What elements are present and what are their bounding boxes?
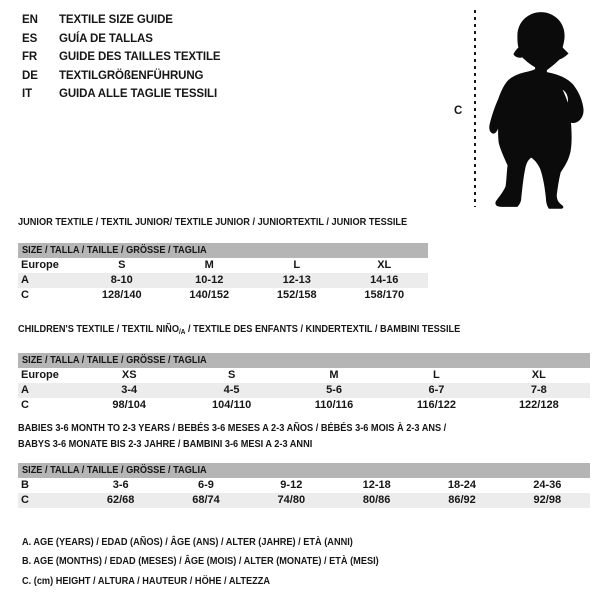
table-cell: 116/122 [416, 399, 456, 411]
language-title-list [22, 11, 221, 104]
row-label: Europe [21, 369, 59, 381]
lang-label: TEXTILE SIZE GUIDE [59, 14, 173, 26]
table-cell: 110/116 [314, 399, 354, 411]
table-cell: M [204, 259, 214, 271]
table-cell: XL [377, 259, 392, 271]
table-cell: M [329, 369, 339, 381]
table-cell: 92/98 [533, 494, 562, 506]
children-table [18, 353, 590, 413]
table-row-europe [18, 368, 590, 383]
lang-row-it [22, 85, 221, 104]
table-cell: S [118, 259, 126, 271]
nino-a-subscript: /A [178, 329, 186, 336]
table-row-height [18, 288, 428, 303]
table-cell: 80/86 [362, 494, 391, 506]
table-cell: L [433, 369, 440, 381]
row-label: Europe [21, 259, 59, 271]
table-cell: 3-6 [112, 479, 129, 491]
measure-legend [22, 533, 410, 591]
lang-row-fr [22, 48, 221, 67]
lang-code: ES [22, 32, 38, 45]
table-cell: XS [121, 369, 137, 381]
table-cell: 140/152 [189, 289, 230, 301]
table-cell: 12-13 [282, 274, 311, 286]
table-row-height [18, 493, 590, 508]
table-row-europe [18, 258, 428, 273]
size-header-bar: SIZE / TALLA / TAILLE / GRÖSSE / TAGLIA [18, 463, 590, 478]
row-label: C [21, 289, 29, 301]
table-cell: 5-6 [326, 384, 342, 396]
table-cell: 24-36 [533, 479, 562, 491]
lang-code: DE [22, 69, 38, 82]
height-measure-figure [450, 4, 600, 212]
table-cell: 12-18 [362, 479, 391, 491]
children-table-section [18, 322, 590, 413]
legend-line-age-months: B. AGE (MONTHS) / EDAD (MESES) / ÂGE (MOIS) / ALTER (MONATE) / ETÀ (MESI) [22, 556, 379, 568]
junior-table-section [18, 215, 428, 303]
table-cell: 3-4 [121, 384, 138, 396]
babies-table [18, 463, 590, 508]
lang-code: FR [22, 51, 38, 63]
table-cell: 128/140 [101, 289, 142, 301]
babies-table-section [18, 421, 590, 508]
table-cell: L [293, 259, 301, 271]
lang-label: GUIDA ALLE TAGLIE TESSILI [59, 88, 218, 100]
lang-label: GUÍA DE TALLAS [59, 32, 153, 45]
row-label: C [21, 399, 29, 411]
table-cell: 8-10 [110, 274, 133, 286]
table-cell: 74/80 [277, 494, 306, 506]
table-row-age-years [18, 383, 590, 398]
row-label: C [21, 494, 29, 506]
table-cell: 86/92 [448, 494, 476, 506]
table-cell: 6-9 [198, 479, 214, 491]
lang-row-es [22, 30, 221, 49]
table-cell: S [227, 369, 236, 381]
table-cell: 18-24 [447, 479, 477, 491]
junior-table [18, 243, 428, 303]
lang-code: EN [22, 14, 38, 26]
table-cell: 98/104 [112, 399, 147, 411]
table-cell: 62/68 [106, 494, 135, 506]
junior-table-title: JUNIOR TEXTILE / TEXTIL JUNIOR/ TEXTILE JUNIOR / JUNIORTEXTIL / JUNIOR TESSILE [18, 217, 408, 228]
size-header-bar: SIZE / TALLA / TAILLE / GRÖSSE / TAGLIA [18, 353, 590, 368]
table-cell: 152/158 [276, 289, 317, 301]
row-label: B [21, 479, 29, 491]
children-table-title: CHILDREN'S TEXTILE / TEXTIL $NIÑO_{/A}$ / TEXTILE DES ENFANTS / KINDERTEXTIL / BAMBINI TESSILE [18, 324, 461, 336]
table-cell: 9-12 [280, 479, 303, 491]
table-cell: 10-12 [195, 274, 224, 286]
table-row-age-months [18, 478, 590, 493]
table-cell: 14-16 [370, 274, 399, 286]
toddler-silhouette-icon [482, 6, 600, 212]
lang-row-en [22, 11, 221, 30]
lang-label: GUIDE DES TAILLES TEXTILE [59, 51, 221, 63]
table-row-age-years [18, 273, 428, 288]
table-cell: 7-8 [530, 384, 547, 396]
table-cell: 68/74 [192, 494, 220, 506]
table-cell: 6-7 [428, 384, 445, 396]
row-label: A [21, 274, 29, 286]
row-label: A [21, 384, 29, 396]
legend-line-height: C. (cm) HEIGHT / ALTURA / HAUTEUR / HÖHE / ALTEZZA [22, 575, 271, 587]
height-measure-dotted-line [474, 10, 476, 207]
lang-code: IT [22, 88, 33, 100]
lang-label: TEXTILGRÖßENFÜHRUNG [59, 69, 204, 82]
babies-table-title: BABIES 3-6 MONTH TO 2-3 YEARS / BEBÉS 3-6 MESES A 2-3 AÑOS / BÉBÉS 3-6 MOIS À 2-3 ANS / BABYS 3-6 MONATE BIS 2-3 JAHRE / BAMBINI 3-6 MESI A 2-3 ANNI [18, 423, 447, 450]
table-row-height [18, 398, 590, 413]
lang-row-de [22, 67, 221, 86]
table-cell: 122/128 [518, 399, 559, 411]
table-cell: 4-5 [223, 384, 240, 396]
table-cell: XL [531, 369, 546, 381]
legend-line-age-years: A. AGE (YEARS) / EDAD (AÑOS) / ÂGE (ANS) / ALTER (JAHRE) / ETÀ (ANNI) [22, 537, 353, 548]
size-header-bar: SIZE / TALLA / TAILLE / GRÖSSE / TAGLIA [18, 243, 428, 258]
table-cell: 158/170 [364, 289, 405, 301]
height-measure-label: C [454, 105, 463, 117]
table-cell: 104/110 [212, 399, 252, 411]
